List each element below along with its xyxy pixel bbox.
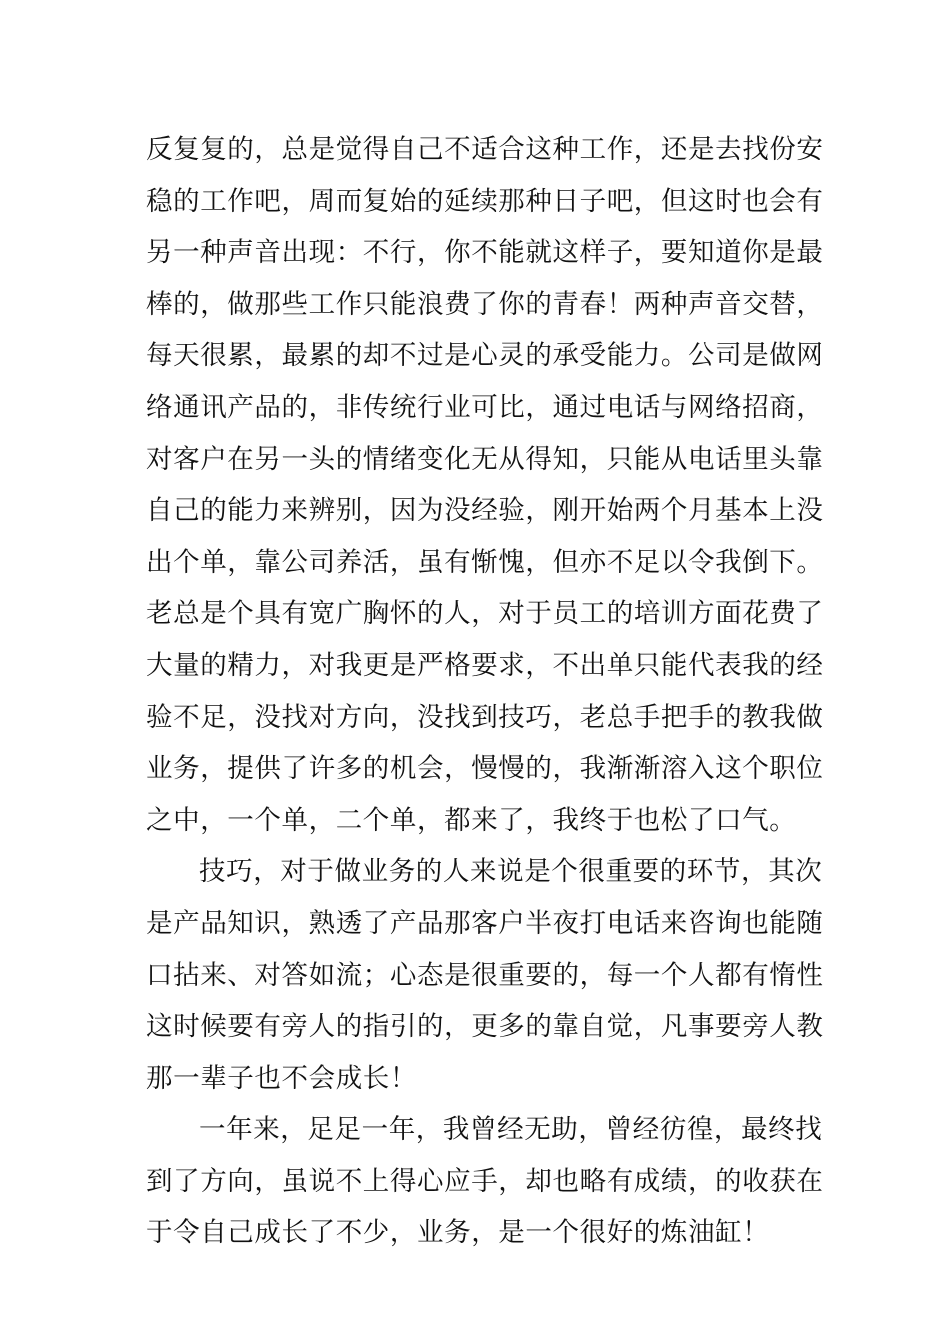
text-line: 稳的工作吧，周而复始的延续那种日子吧，但这时也会有	[146, 185, 824, 217]
text-line: 反复复的，总是觉得自己不适合这种工作，还是去找份安	[146, 134, 824, 165]
text-line: 是产品知识，熟透了产品那客户半夜打电话来咨询也能随	[146, 907, 824, 939]
text-line: 出个单，靠公司养活，虽有惭愧，但亦不足以令我倒下。	[146, 546, 824, 578]
paragraph-1	[146, 124, 824, 846]
text-line: 每天很累，最累的却不过是心灵的承受能力。公司是做网	[146, 340, 824, 372]
text-line: 另一种声音出现：不行，你不能就这样子，要知道你是最	[146, 237, 824, 269]
text-line: 于令自己成长了不少，业务，是一个很好的炼油缸！	[146, 1217, 770, 1249]
text-line: 口拈来、对答如流；心态是很重要的，每一个人都有惰性	[146, 959, 824, 991]
text-line: 对客户在另一头的情绪变化无从得知，只能从电话里头靠	[146, 443, 824, 475]
text-line: 那一辈子也不会成长！	[146, 1062, 417, 1094]
paragraph-2	[146, 846, 824, 1104]
text-line: 到了方向，虽说不上得心应手，却也略有成绩，的收获在	[146, 1165, 824, 1197]
paragraph-3	[146, 1104, 824, 1259]
text-line: 业务，提供了许多的机会，慢慢的，我渐渐溶入这个职位	[146, 753, 824, 785]
text-line: 这时候要有旁人的指引的，更多的靠自觉，凡事要旁人教	[146, 1011, 824, 1043]
text-line: 大量的精力，对我更是严格要求，不出单只能代表我的经	[146, 649, 824, 681]
text-line: 自己的能力来辨别，因为没经验，刚开始两个月基本上没	[146, 495, 824, 527]
body-text	[146, 124, 824, 1259]
text-line: 之中，一个单，二个单，都来了，我终于也松了口气。	[146, 804, 797, 836]
text-line: 络通讯产品的，非传统行业可比，通过电话与网络招商，	[146, 391, 824, 423]
text-line: 验不足，没找对方向，没找到技巧，老总手把手的教我做	[146, 701, 824, 733]
text-line: 棒的，做那些工作只能浪费了你的青春！两种声音交替，	[146, 288, 824, 320]
text-line: 老总是个具有宽广胸怀的人，对于员工的培训方面花费了	[146, 598, 824, 630]
text-line: 一年来，足足一年，我曾经无助，曾经彷徨，最终找	[199, 1114, 823, 1146]
text-line: 技巧，对于做业务的人来说是个很重要的环节，其次	[199, 856, 823, 888]
